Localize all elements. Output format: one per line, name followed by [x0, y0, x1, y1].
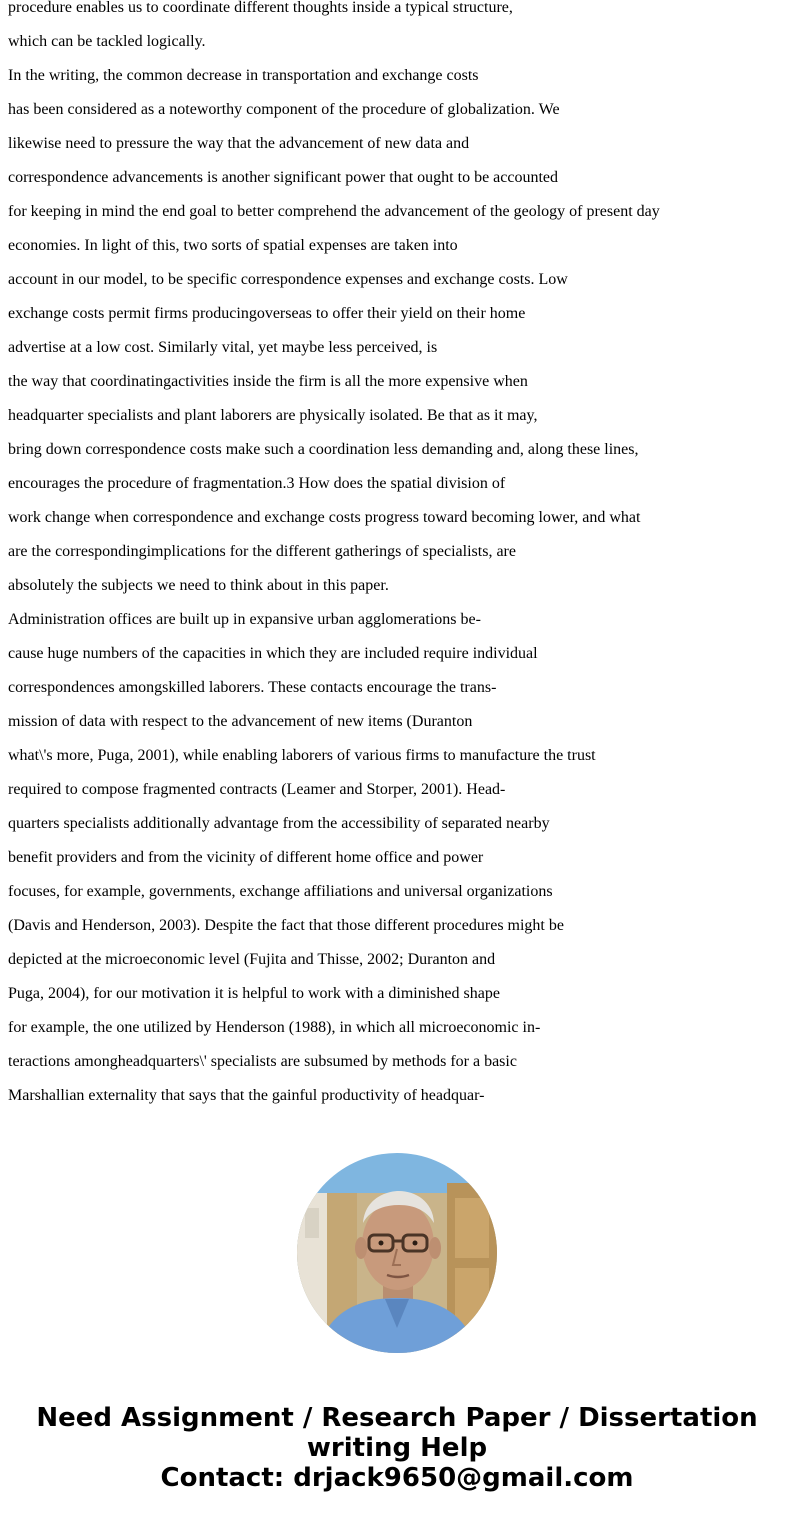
text-line: benefit providers and from the vicinity of different home office and power — [8, 849, 484, 866]
text-line: teractions amongheadquarters\' specialists are subsumed by methods for a basic — [8, 1053, 517, 1070]
text-line: encourages the procedure of fragmentation.3 How does the spatial division of — [8, 475, 506, 492]
text-line: Puga, 2004), for our motivation it is helpful to work with a diminished shape — [8, 985, 500, 1002]
text-line: correspondences amongskilled laborers. These contacts encourage the trans- — [8, 679, 497, 696]
text-line: bring down correspondence costs make such a coordination less demanding and, along these lines, — [8, 441, 639, 458]
text-line: for example, the one utilized by Henderson (1988), in which all microeconomic in- — [8, 1019, 541, 1036]
promo-subheadline: writing Help — [306, 1433, 488, 1463]
text-line: (Davis and Henderson, 2003). Despite the fact that those different procedures might be — [8, 917, 564, 934]
avatar-portrait — [297, 1153, 497, 1353]
text-line: quarters specialists additionally advantage from the accessibility of separated nearby — [8, 815, 550, 832]
text-line: procedure enables us to coordinate different thoughts inside a typical structure, — [8, 0, 513, 16]
text-line: depicted at the microeconomic level (Fujita and Thisse, 2002; Duranton and — [8, 951, 496, 968]
text-line: which can be tackled logically. — [8, 33, 206, 50]
text-line: the way that coordinatingactivities inside the firm is all the more expensive when — [8, 373, 528, 390]
promo-banner — [0, 1403, 794, 1493]
text-line: In the writing, the common decrease in transportation and exchange costs — [8, 67, 479, 84]
text-line: for keeping in mind the end goal to better comprehend the advancement of the geology of present day — [8, 203, 660, 220]
text-line: correspondence advancements is another significant power that ought to be accounted — [8, 169, 559, 186]
text-line: absolutely the subjects we need to think about in this paper. — [8, 577, 389, 594]
text-line: mission of data with respect to the advancement of new items (Duranton — [8, 713, 473, 730]
text-line: economies. In light of this, two sorts of spatial expenses are taken into — [8, 237, 458, 254]
document-body — [8, 0, 788, 1113]
contact-email: Contact: drjack9650@gmail.com — [160, 1463, 634, 1493]
text-line: likewise need to pressure the way that the advancement of new data and — [8, 135, 470, 152]
text-line: are the correspondingimplications for the different gatherings of specialists, are — [8, 543, 516, 560]
text-line: cause huge numbers of the capacities in which they are included require individual — [8, 645, 538, 662]
avatar — [297, 1153, 497, 1353]
text-line: account in our model, to be specific correspondence expenses and exchange costs. Low — [8, 271, 568, 288]
text-line: Administration offices are built up in expansive urban agglomerations be- — [8, 611, 481, 628]
text-line: headquarter specialists and plant laborers are physically isolated. Be that as it may, — [8, 407, 538, 424]
text-line: Marshallian externality that says that the gainful productivity of headquar- — [8, 1087, 485, 1104]
promo-headline: Need Assignment / Research Paper / Dissertation — [36, 1403, 758, 1433]
text-line: work change when correspondence and exchange costs progress toward becoming lower, and what — [8, 509, 641, 526]
text-line: required to compose fragmented contracts (Leamer and Storper, 2001). Head- — [8, 781, 506, 798]
text-line: focuses, for example, governments, exchange affiliations and universal organizations — [8, 883, 553, 900]
text-line: has been considered as a noteworthy component of the procedure of globalization. We — [8, 101, 560, 118]
text-line: what\'s more, Puga, 2001), while enabling laborers of various firms to manufacture the trust — [8, 747, 596, 764]
text-line: exchange costs permit firms producingoverseas to offer their yield on their home — [8, 305, 526, 322]
text-line: advertise at a low cost. Similarly vital, yet maybe less perceived, is — [8, 339, 438, 356]
